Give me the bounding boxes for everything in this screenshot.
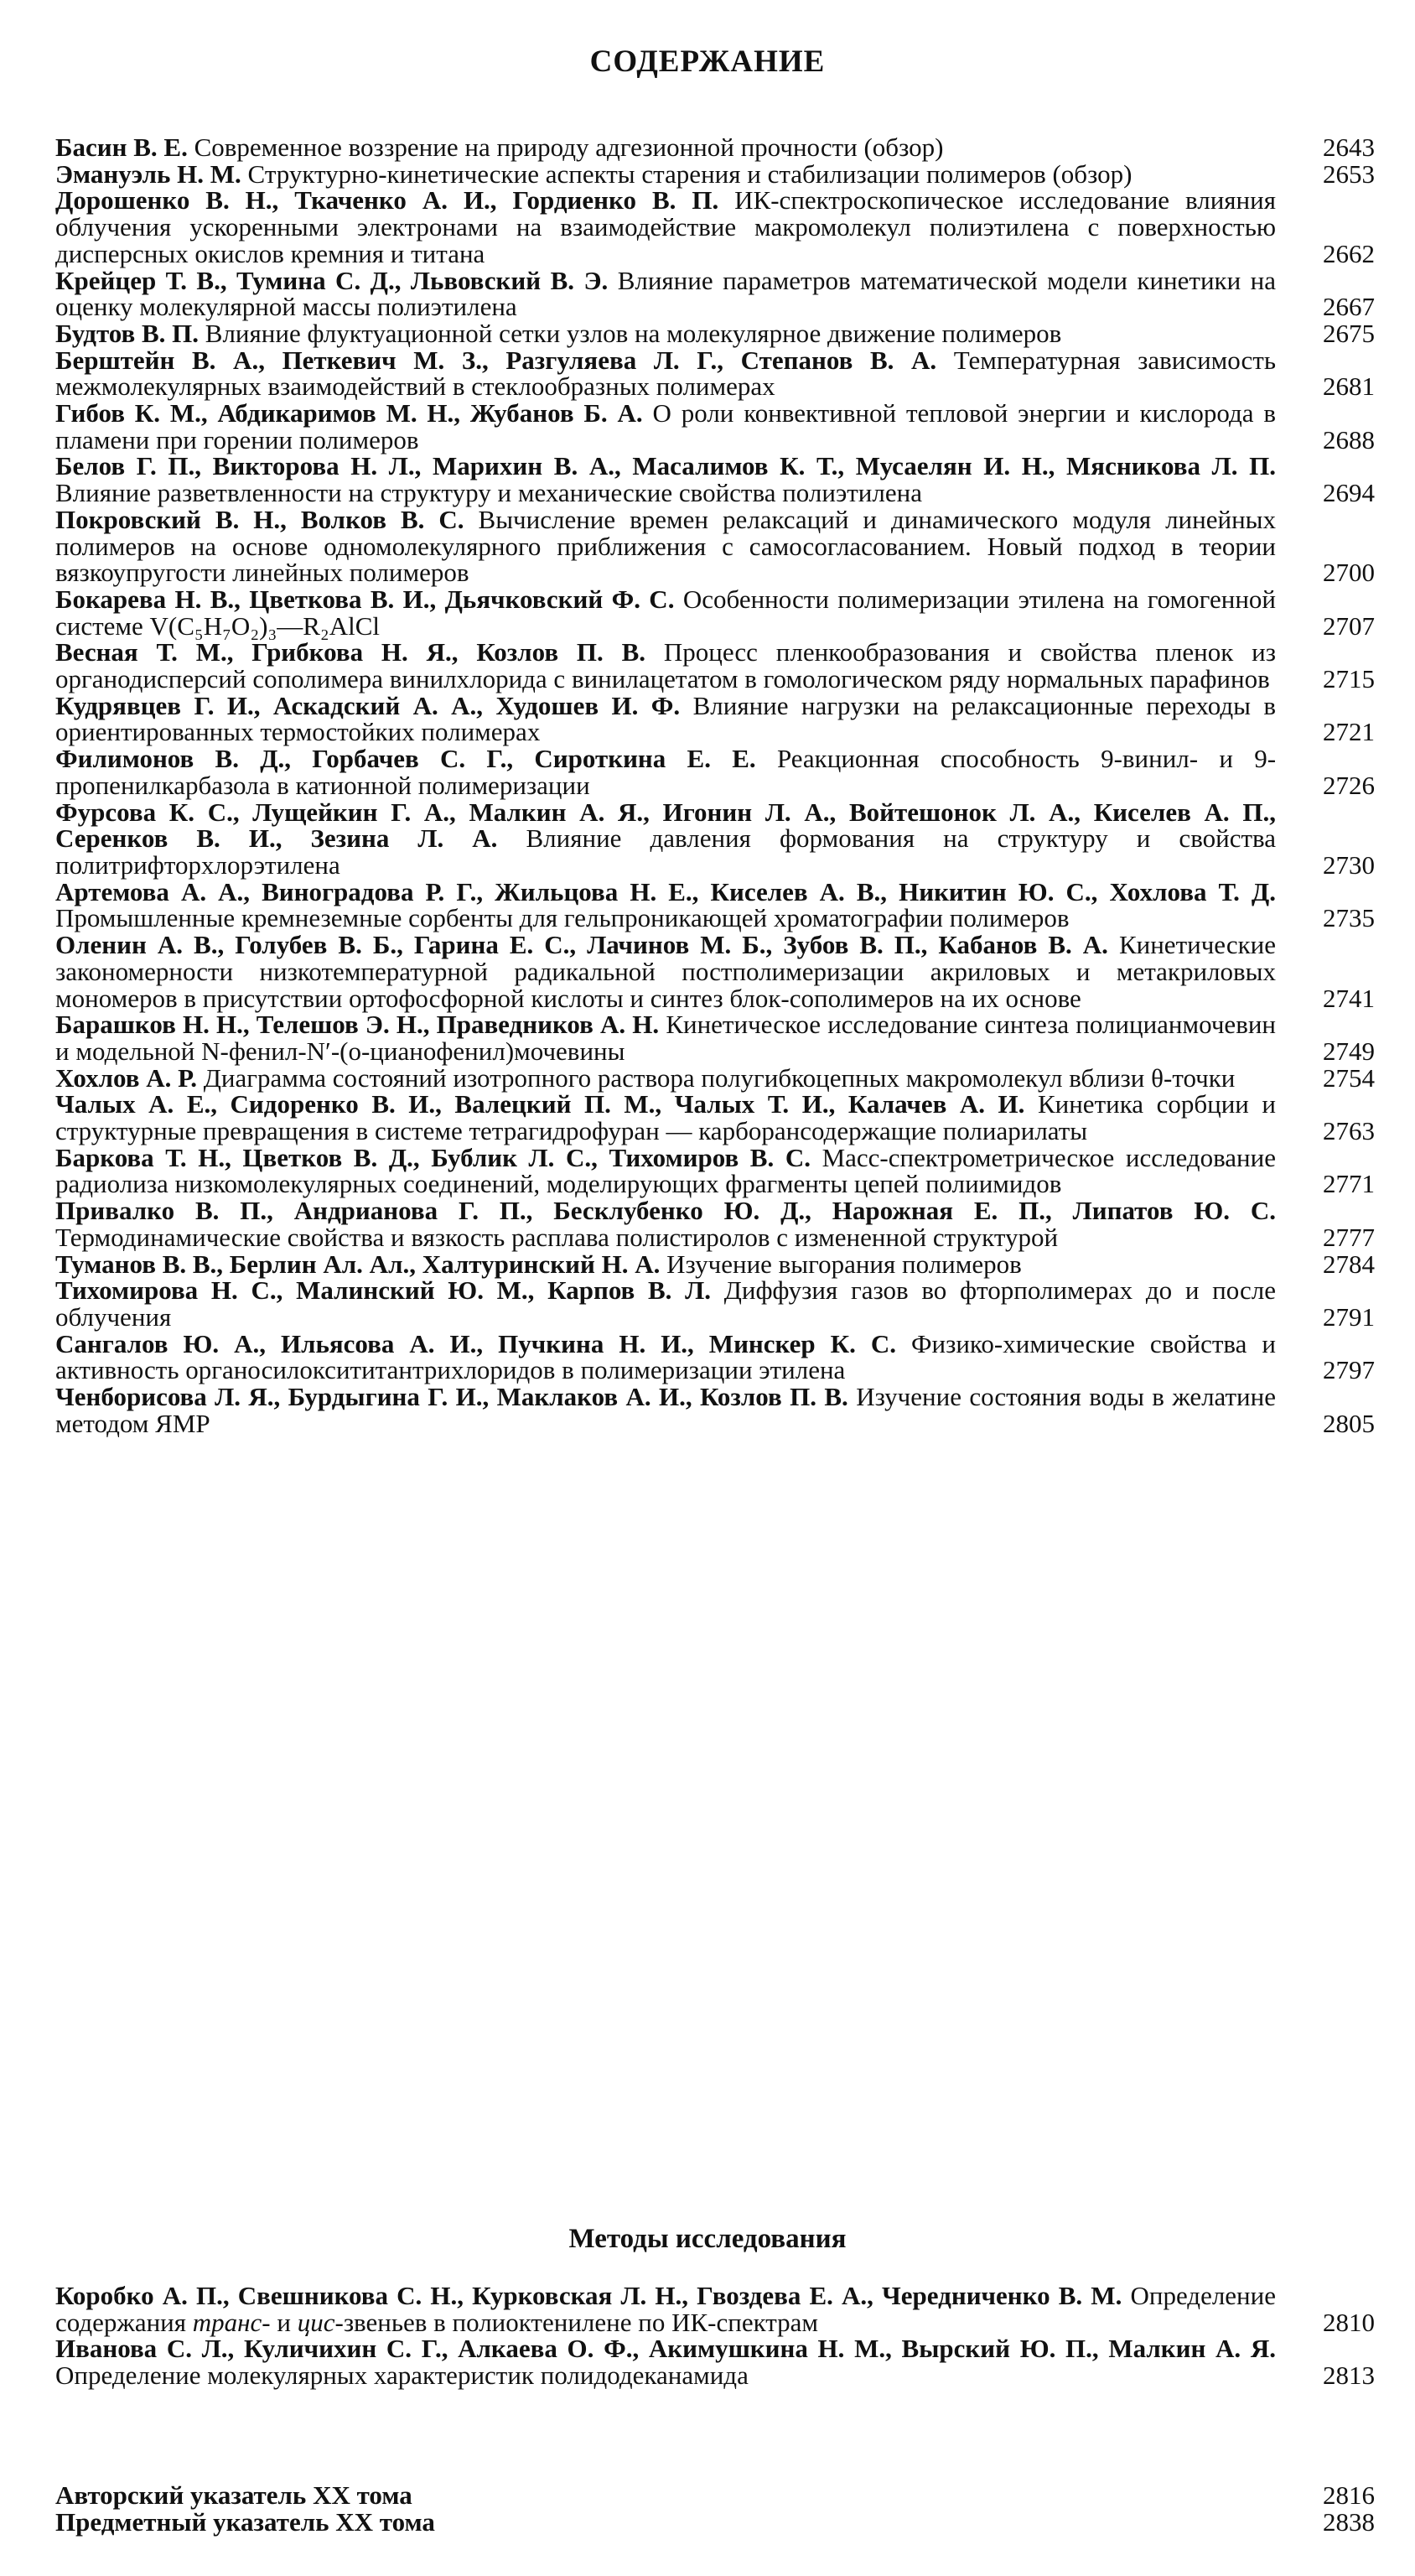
contents-entry <box>55 1251 1375 1278</box>
entry-page-number: 2771 <box>1323 1169 1375 1199</box>
entry-page-number: 2653 <box>1323 158 1375 189</box>
entry-title: Влияние давления формования на структуру и свойства политрифторхлорэтилена <box>55 823 1277 880</box>
index-entry <box>55 2506 1375 2537</box>
entry-page-number: 2784 <box>1323 1249 1375 1279</box>
entry-title: Структурно-кинетические аспекты старения и стабилизации полимеров (обзор) <box>247 158 1133 189</box>
entry-title: Изучение состояния воды в желатине методом ЯМР <box>55 1382 1276 1438</box>
entry-page-number: 2763 <box>1323 1116 1375 1146</box>
entry-title: Изучение выгорания полимеров <box>666 1249 1022 1279</box>
contents-entry <box>55 1197 1375 1250</box>
contents-entry <box>55 158 1375 189</box>
entry-authors: Сангалов Ю. А., Ильясова А. И., Пучкина Н. И., Минскер К. С. <box>55 1328 897 1358</box>
entry-authors: Артемова А. А., Виноградова Р. Г., Жильцова Н. Е., Киселев А. В., Никитин Ю. С., Хохлова Т. Д. <box>55 876 1276 906</box>
contents-entry <box>55 1328 1375 1385</box>
entry-authors: Иванова С. Л., Куличихин С. Г., Алкаева О. Ф., Акимушкина Н. М., Вырский Ю. П., Малкин А. Я. <box>55 2334 1276 2364</box>
entry-page-number: 2749 <box>1323 1036 1375 1066</box>
index-label: Авторский указатель XX тома <box>55 2480 412 2510</box>
contents-entry <box>55 1277 1375 1330</box>
entry-authors: Крейцер Т. В., Тумина С. Д., Львовский В. Э. <box>55 265 609 295</box>
entry-title: Термодинамические свойства и вязкость расплава полистиролов с измененной структурой <box>55 1222 1059 1252</box>
entry-authors: Туманов В. В., Берлин Ал. Ал., Халтуринский Н. А. <box>55 1249 661 1279</box>
entry-title: О роли конвективной тепловой энергии и кислорода в пламени при горении полимеров <box>55 398 1276 454</box>
entry-page-number: 2681 <box>1323 371 1375 402</box>
contents-entry <box>55 187 1375 267</box>
entry-authors: Барашков Н. Н., Телешов Э. Н., Праведников А. Н. <box>55 1010 660 1040</box>
page-title: СОДЕРЖАНИЕ <box>589 44 826 79</box>
entry-page-number: 2643 <box>1323 132 1375 162</box>
index-entry <box>55 2482 1375 2509</box>
entry-authors: Бокарева Н. В., Цветкова В. И., Дьячковский Ф. С. <box>55 584 675 614</box>
methods-list <box>55 2283 1375 2389</box>
contents-entry <box>55 320 1375 347</box>
contents-entry <box>55 1384 1375 1436</box>
entry-authors: Филимонов В. Д., Горбачев С. Г., Сироткина Е. Е. <box>55 744 756 774</box>
entry-page-number: 2662 <box>1323 238 1375 268</box>
contents-entry <box>55 267 1375 320</box>
entry-page-number: 2675 <box>1323 318 1375 348</box>
contents-entry <box>55 400 1375 453</box>
entry-title: Определение содержания <box>55 2281 1276 2337</box>
contents-entry <box>55 1011 1375 1064</box>
contents-list <box>55 134 1375 1436</box>
entry-title: Влияние параметров математической модели кинетики на оценку молекулярной массы полиэтилена <box>55 265 1276 322</box>
index-list <box>55 2482 1375 2535</box>
entry-authors: Басин В. Е. <box>55 132 188 162</box>
entry-title-italic: цис- <box>297 2307 344 2337</box>
index-label: Предметный указатель XX тома <box>55 2506 435 2537</box>
entry-authors: Кудрявцев Г. И., Аскадский А. А., Худошев И. Ф. <box>55 690 681 720</box>
entry-page-number: 2810 <box>1323 2307 1375 2337</box>
entry-title: ИК-спектроскопическое исследование влияния облучения ускоренными электронами на взаимодействие макромолекул полиэтилена с поверхностью дисперсных окислов кремния и титана <box>55 185 1276 268</box>
contents-entry <box>55 134 1375 161</box>
entry-title: Кинетические закономерности низкотемпературной радикальной постполимеризации акриловых и метакриловых мономеров в присутствии ортофосфорной кислоты и синтез блок-сополимеров на их основе <box>55 930 1276 1013</box>
contents-entry <box>55 506 1375 586</box>
contents-entry <box>55 347 1375 400</box>
entry-page-number: 2694 <box>1323 478 1375 508</box>
entry-authors: Оленин А. В., Голубев В. Б., Гарина Е. С., Лачинов М. Б., Зубов В. П., Кабанов В. А. <box>55 930 1108 960</box>
entry-page-number: 2805 <box>1323 1408 1375 1438</box>
entry-title: Промышленные кремнеземные сорбенты для гельпроникающей хроматографии полимеров <box>55 903 1070 933</box>
entry-title: Особенности полимеризации этилена на гомогенной системе V(C₅H₇O₂)₃—R₂AlCl <box>55 584 1277 641</box>
methods-section-title: Методы исследования <box>568 2224 847 2254</box>
entry-title: Влияние флуктуационной сетки узлов на молекулярное движение полимеров <box>205 318 1062 348</box>
entry-authors: Хохлов А. Р. <box>55 1062 197 1093</box>
contents-entry <box>55 2334 1375 2391</box>
entry-title: Влияние разветвленности на структуру и механические свойства полиэтилена <box>55 478 922 508</box>
entry-authors: Привалко В. П., Андрианова Г. П., Бесклубенко Ю. Д., Нарожная Е. П., Липатов Ю. С. <box>55 1196 1276 1226</box>
entry-title: Определение молекулярных характеристик полидодеканамида <box>55 2360 749 2391</box>
entry-page-number: 2688 <box>1323 424 1375 454</box>
contents-entry <box>55 639 1375 692</box>
entry-page-number: 2700 <box>1323 558 1375 588</box>
entry-authors: Тихомирова Н. С., Малинский Ю. М., Карпов В. Л. <box>55 1275 711 1306</box>
entry-page-number: 2721 <box>1323 717 1375 747</box>
entry-page-number: 2813 <box>1323 2360 1375 2391</box>
entry-page-number: 2726 <box>1323 770 1375 800</box>
entry-authors: Белов Г. П., Викторова Н. Л., Марихин В. А., Масалимов К. Т., Мусаелян И. Н., Мясникова Л. П. <box>55 451 1276 481</box>
entry-page-number: 2735 <box>1323 903 1375 933</box>
entry-page-number: 2707 <box>1323 610 1375 641</box>
entry-title: Процесс пленкообразования и свойства пленок из органодисперсий сополимера винилхлорида с винилацетатом в гомологическом ряду нормальных парафинов <box>55 637 1276 694</box>
entry-authors: Дорошенко В. Н., Ткаченко А. И., Гордиенко В. П. <box>55 185 719 216</box>
entry-page-number: 2667 <box>1323 292 1375 322</box>
entry-authors: Эмануэль Н. М. <box>55 158 241 189</box>
entry-authors: Ченборисова Л. Я., Бурдыгина Г. И., Маклаков А. И., Козлов П. В. <box>55 1382 848 1412</box>
contents-entry <box>55 1091 1375 1144</box>
contents-entry <box>55 932 1375 1011</box>
entry-page-number: 2791 <box>1323 1301 1375 1332</box>
entry-title: Температурная зависимость межмолекулярных взаимодействий в стеклообразных полимерах <box>55 345 1276 402</box>
contents-entry <box>55 453 1375 506</box>
contents-entry <box>55 876 1375 933</box>
entry-authors: Гибов К. М., Абдикаримов М. Н., Жубанов Б. А. <box>55 398 643 428</box>
entry-authors: Будтов В. П. <box>55 318 200 348</box>
entry-page-number: 2777 <box>1323 1222 1375 1252</box>
entry-page-number: 2715 <box>1323 664 1375 694</box>
index-page-number: 2816 <box>1323 2480 1375 2510</box>
entry-title: звеньев в полиоктенилене по ИК-спектрам <box>343 2307 819 2337</box>
entry-authors: Весная Т. М., Грибкова Н. Я., Козлов П. В. <box>55 637 646 667</box>
entry-title: Диффузия газов во фторполимерах до и после облучения <box>55 1275 1276 1332</box>
entry-authors: Коробко А. П., Свешникова С. Н., Курковская Л. Н., Гвоздева Е. А., Чередниченко В. М. <box>55 2281 1122 2310</box>
contents-entry <box>55 586 1375 639</box>
entry-authors: Фурсова К. С., Лущейкин Г. А., Малкин А. Я., Игонин Л. А., Войтешонок Л. А., Киселев А. П., Серенков В. И., Зезина Л. А. <box>55 797 1276 854</box>
contents-entry <box>55 1062 1375 1093</box>
contents-entry <box>55 799 1375 879</box>
entry-page-number: 2741 <box>1323 983 1375 1013</box>
entry-title: Вычисление времен релаксаций и динамического модуля линейных полимеров на основе одномолекулярного приближения с самосогласованием. Новый подход в теории вязкоупругости линейных полимеров <box>55 504 1277 588</box>
entry-title-italic: транс- <box>192 2307 271 2337</box>
contents-entry <box>55 745 1375 798</box>
entry-title: Современное воззрение на природу адгезионной прочности (обзор) <box>194 132 944 162</box>
entry-title: Масс-спектрометрическое исследование радиолиза низкомолекулярных соединений, моделирующих фрагменты цепей полиимидов <box>55 1142 1276 1199</box>
contents-entry <box>55 690 1375 747</box>
entry-title: Влияние нагрузки на релаксационные переходы в ориентированных термостойких полимерах <box>55 690 1276 747</box>
entry-authors: Берштейн В. А., Петкевич М. З., Разгуляева Л. Г., Степанов В. А. <box>55 345 937 375</box>
entry-page-number: 2754 <box>1323 1062 1375 1093</box>
index-page-number: 2838 <box>1323 2506 1375 2537</box>
entry-title: Физико-химические свойства и активность органосилоксититантрихлоридов в полимеризации этилена <box>55 1328 1276 1385</box>
entry-title: Диаграмма состояний изотропного раствора полугибкоцепных макромолекул вблизи θ-точки <box>203 1062 1236 1093</box>
entry-title: Реакционная способность 9-винил- и 9-пропенилкарбазола в катионной полимеризации <box>55 744 1277 800</box>
entry-authors: Баркова Т. Н., Цветков В. Д., Бублик Л. С., Тихомиров В. С. <box>55 1142 811 1172</box>
contents-entry <box>55 1142 1375 1199</box>
contents-entry <box>55 2283 1375 2335</box>
entry-page-number: 2730 <box>1323 849 1375 880</box>
entry-page-number: 2797 <box>1323 1355 1375 1385</box>
entry-title: Кинетическое исследование синтеза полицианмочевин и модельной N-фенил-N′-(о-цианофенил)мочевины <box>55 1010 1277 1066</box>
entry-title: и <box>277 2307 291 2337</box>
entry-title: Кинетика сорбции и структурные превращения в системе тетрагидрофуран — карборансодержащие полиарилаты <box>55 1089 1277 1146</box>
entry-authors: Чалых А. Е., Сидоренко В. И., Валецкий П. М., Чалых Т. И., Калачев А. И. <box>55 1089 1025 1119</box>
entry-authors: Покровский В. Н., Волков В. С. <box>55 504 464 534</box>
